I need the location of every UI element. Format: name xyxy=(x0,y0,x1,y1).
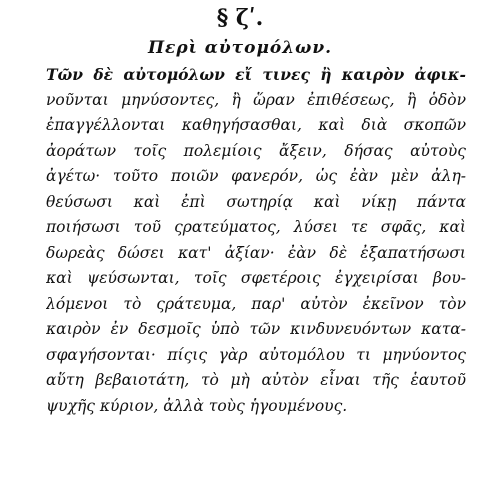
text-line: ἀοράτων τοῖς πολεμίοις ἄξειν, δήσας αὐτοὺς xyxy=(46,141,466,160)
text-line: λόμενοι τὸ ςράτευμα, παρ' αὐτὸν ἐκεῖνον τὸν xyxy=(46,294,466,313)
section-heading: Περὶ αὐτομόλων. xyxy=(147,38,333,58)
text-line: καιρὸν ἐν δεσμοῖς ὑπὸ τῶν κινδυνευόντων κατα- xyxy=(46,320,466,338)
body-paragraph xyxy=(46,62,466,419)
text-line: θεύσωσι καὶ ἐπὶ σωτηρίᾳ καὶ νίκῃ πάντα xyxy=(46,192,466,211)
section-number: § ζʹ. xyxy=(216,5,264,31)
text-line: ψυχῆς κύριον, ἀλλὰ τοὺς ἡγουμένους. xyxy=(46,396,348,415)
text-line: αὕτη βεβαιοτάτη, τὸ μὴ αὐτὸν εἶναι τῆς ἑαυτοῦ xyxy=(46,371,466,389)
text-line: σφαγήσονται· πίςις γὰρ αὐτομόλου τι μηνύοντος xyxy=(46,345,466,364)
text-line: ἀγέτω· τοῦτο ποιῶν φανερόν, ὡς ἐὰν μὲν ἀλη- xyxy=(46,167,466,185)
text-line: Τῶν δὲ αὐτομόλων εἴ τινες ἢ καιρὸν ἀφικ- xyxy=(46,65,466,84)
text-line: ἐπαγγέλλονται καθηγήσασθαι, καὶ διὰ σκοπῶν xyxy=(46,116,466,134)
text-line: καὶ ψεύσωνται, τοῖς σφετέροις ἐγχειρίσαι βου- xyxy=(46,269,466,287)
text-line: δωρεὰς δώσει κατ' ἀξίαν· ἐὰν δὲ ἐξαπατήσωσι xyxy=(46,243,466,262)
text-line: ποιήσωσι τοῦ ςρατεύματος, λύσει τε σφᾶς, καὶ xyxy=(46,218,466,236)
text-line: νοῦνται μηνύσοντες, ἢ ὥραν ἐπιθέσεως, ἢ ὁδὸν xyxy=(46,90,466,109)
